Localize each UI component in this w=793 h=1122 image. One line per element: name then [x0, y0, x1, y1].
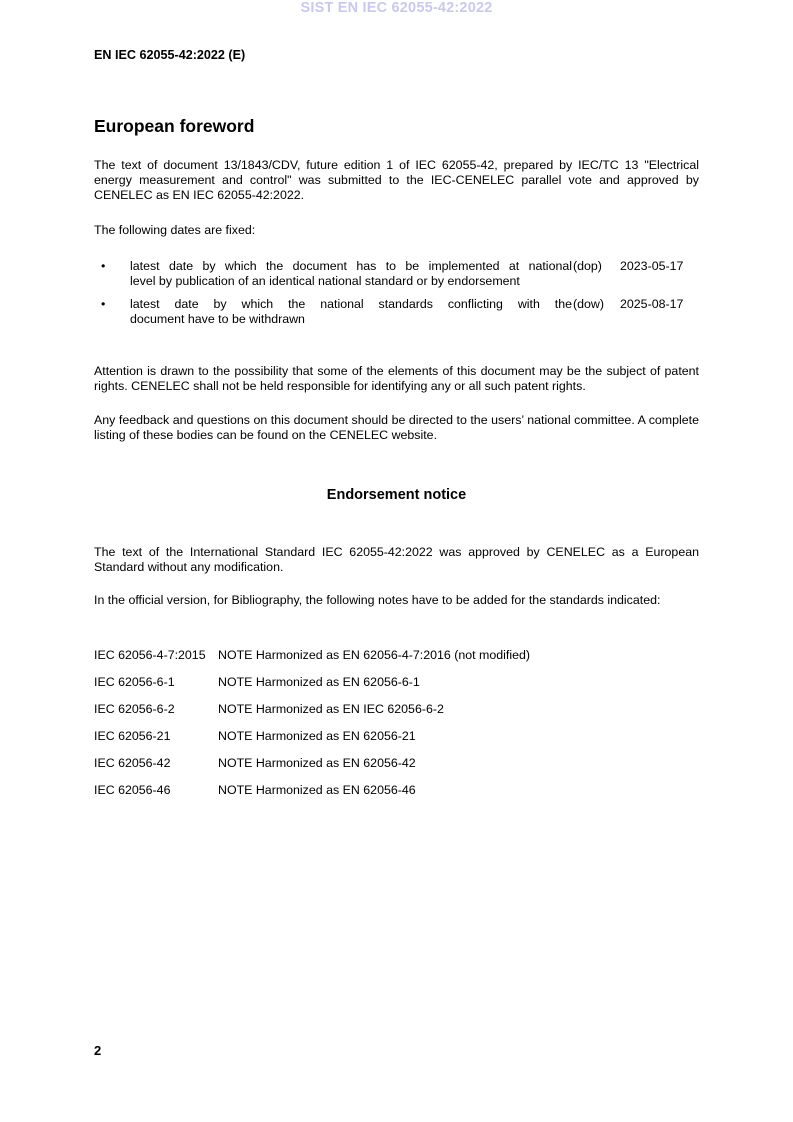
date-item-text-line2: level by publication of an identical national standard or by endorsement [130, 274, 520, 288]
feedback-paragraph: Any feedback and questions on this document should be directed to the users’ national committee. A complete listing of these bodies can be found on the CENELEC website. [94, 413, 699, 442]
dates-intro: The following dates are fixed: [94, 223, 256, 237]
note-text: NOTE Harmonized as EN 62056-42 [218, 756, 416, 770]
note-row [94, 648, 699, 664]
date-code: (dow) [573, 297, 604, 311]
endorsement-title: Endorsement notice [326, 487, 467, 503]
note-standard: IEC 62056-46 [94, 783, 171, 797]
note-standard: IEC 62056-21 [94, 729, 171, 743]
note-row [94, 702, 699, 718]
note-standard: IEC 62056-6-2 [94, 702, 175, 716]
date-code: (dop) [573, 259, 602, 273]
note-text: NOTE Harmonized as EN 62056-46 [218, 783, 416, 797]
bibliography-intro: In the official version, for Bibliography, the following notes have to be added for the standards indicated: [94, 593, 661, 607]
note-row [94, 729, 699, 745]
date-item-text-line2: document have to be withdrawn [130, 312, 305, 326]
foreword-title: European foreword [94, 116, 255, 136]
note-row [94, 783, 699, 799]
date-item-text-line1: latest date by which the document has to be implemented at national [130, 259, 572, 273]
note-standard: IEC 62056-4-7:2015 [94, 648, 206, 662]
watermark: SIST EN IEC 62055-42:2022 [300, 0, 493, 16]
page-number: 2 [94, 1043, 102, 1058]
bullet: • [101, 259, 106, 273]
endorsement-paragraph: The text of the International Standard IEC 62055-42:2022 was approved by CENELEC as a European Standard without any modification. [94, 545, 699, 574]
patent-paragraph: Attention is drawn to the possibility that some of the elements of this document may be the subject of patent rights. CENELEC shall not be held responsible for identifying any or all such patent rights. [94, 364, 699, 393]
date-item-text [130, 259, 572, 289]
date-value: 2023-05-17 [620, 259, 684, 273]
date-item-text [130, 297, 572, 327]
note-text: NOTE Harmonized as EN IEC 62056-6-2 [218, 702, 444, 716]
date-item-dop [94, 259, 699, 293]
note-row [94, 675, 699, 691]
note-row [94, 756, 699, 772]
note-text: NOTE Harmonized as EN 62056-21 [218, 729, 416, 743]
bullet: • [101, 297, 106, 311]
document-header: EN IEC 62055-42:2022 (E) [94, 48, 246, 62]
date-value: 2025-08-17 [620, 297, 684, 311]
note-text: NOTE Harmonized as EN 62056-6-1 [218, 675, 420, 689]
note-standard: IEC 62056-42 [94, 756, 171, 770]
foreword-paragraph: The text of document 13/1843/CDV, future edition 1 of IEC 62055-42, prepared by IEC/TC 13 "Electrical energy measurement and control" was submitted to the IEC-CENELEC parallel vote and approved by CENELEC as EN IEC 62055-42:2022. [94, 158, 699, 202]
note-text: NOTE Harmonized as EN 62056-4-7:2016 (not modified) [218, 648, 530, 662]
date-item-text-line1: latest date by which the national standards conflicting with the [130, 297, 572, 311]
note-standard: IEC 62056-6-1 [94, 675, 175, 689]
date-item-dow [94, 297, 699, 331]
